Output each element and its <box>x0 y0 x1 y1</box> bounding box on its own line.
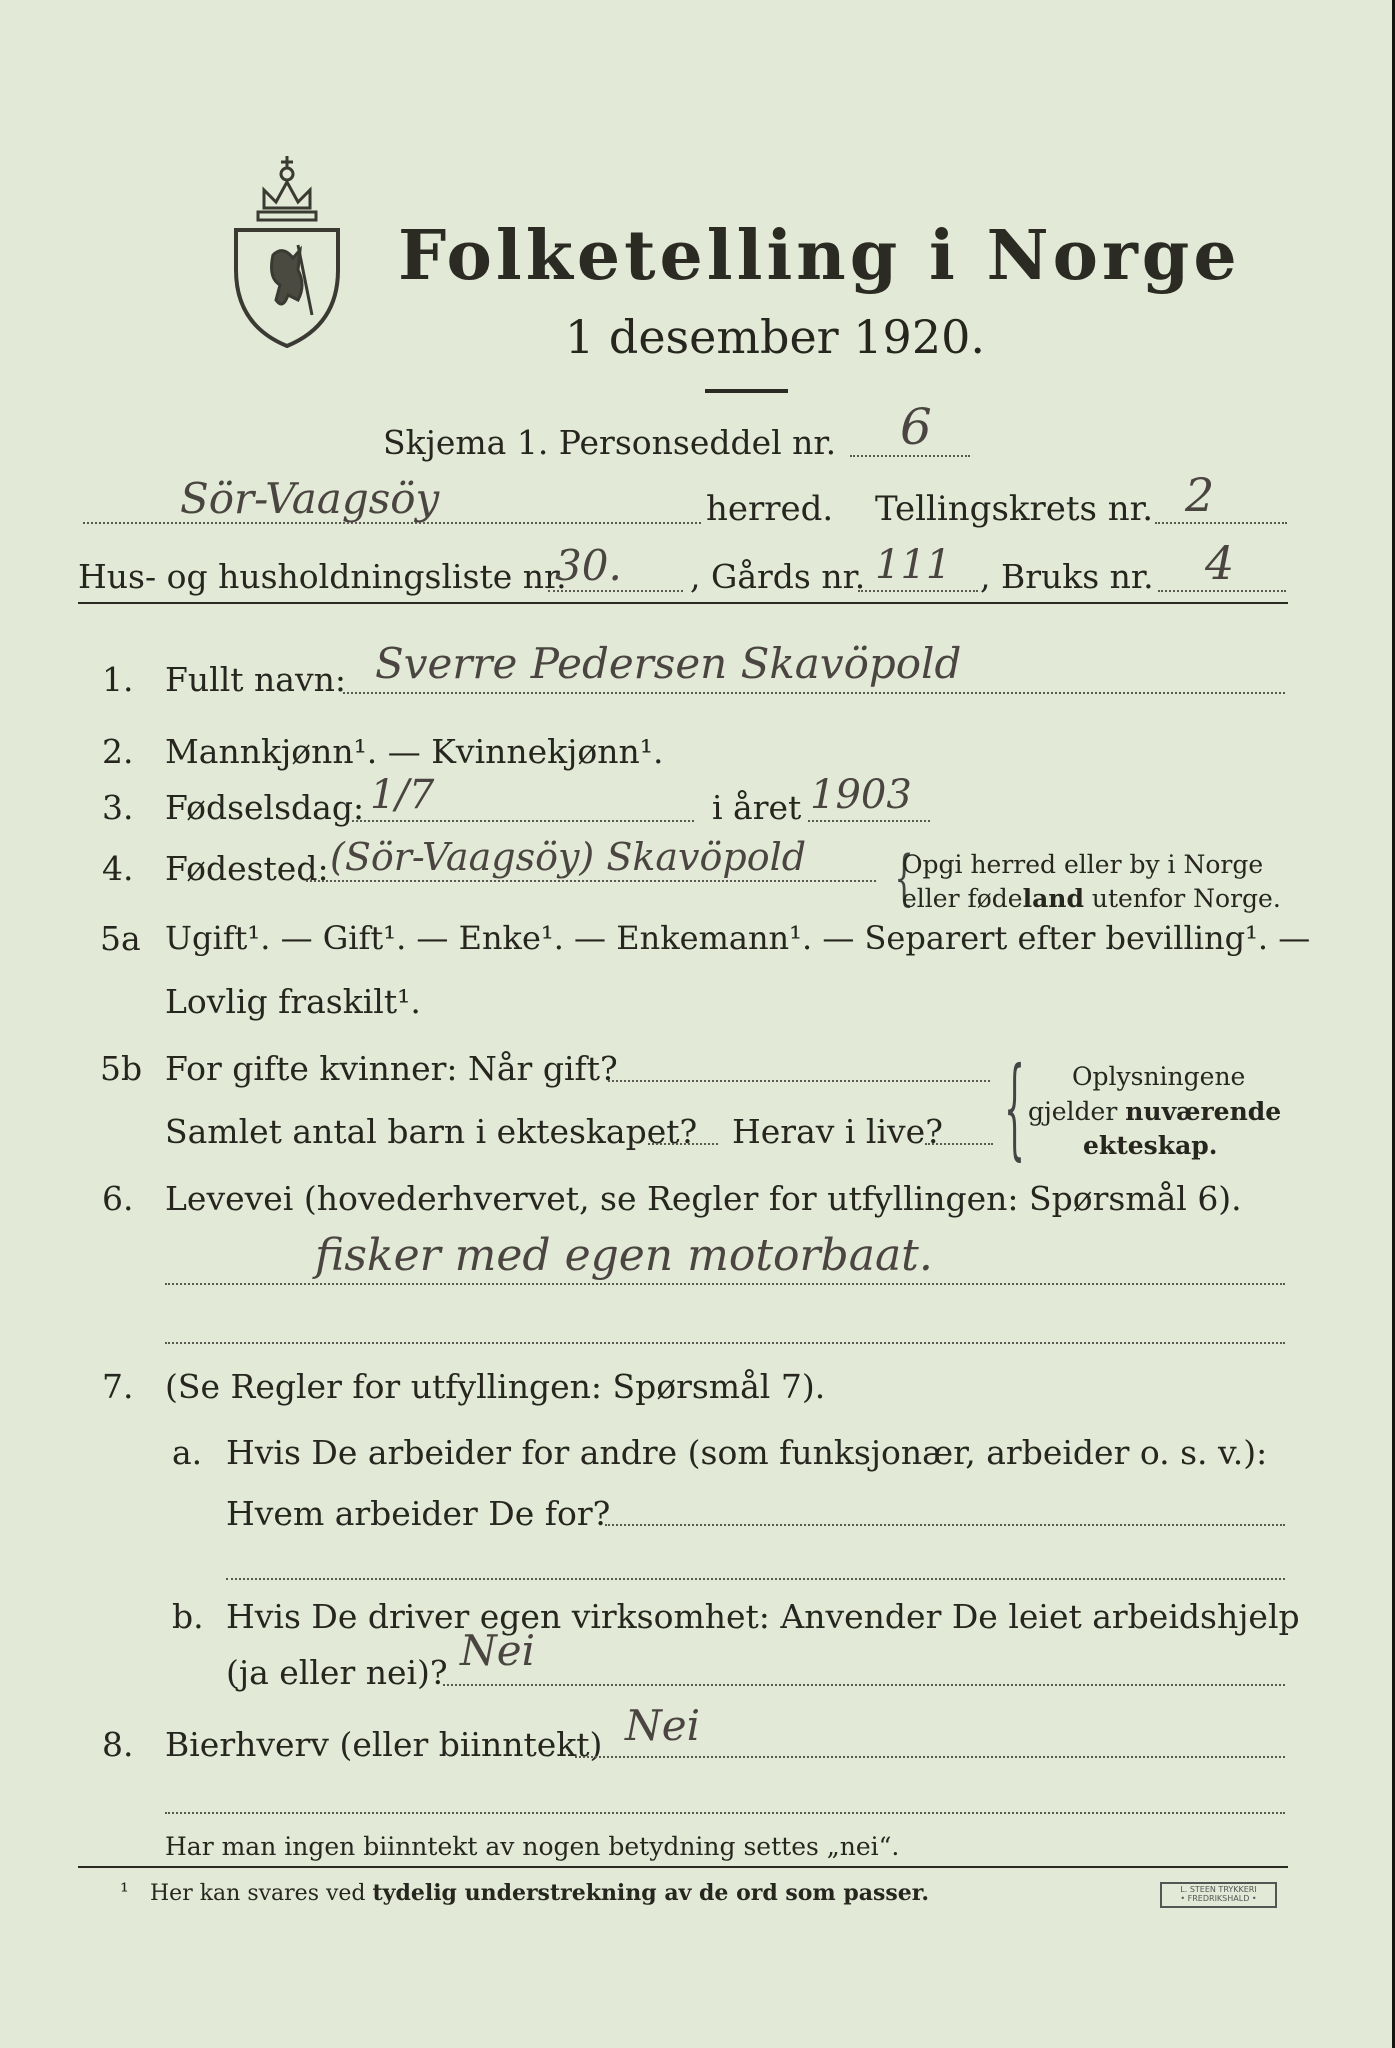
bruks-label: , Bruks nr. <box>980 557 1154 596</box>
q7a-line2 <box>226 1578 1285 1580</box>
q8-line2 <box>165 1812 1285 1814</box>
q4-note-line2 <box>902 886 1281 911</box>
tellingskrets-value: 2 <box>1185 468 1215 522</box>
printer-stamp <box>1160 1882 1277 1908</box>
gards-line <box>858 590 978 592</box>
q7b-letter: b. <box>172 1597 204 1636</box>
q1-line <box>343 692 1285 694</box>
q4-note-b: land <box>1022 884 1084 913</box>
q2-label: Mannkjønn¹. — Kvinnekjønn¹. <box>165 732 664 771</box>
q7b-line <box>443 1684 1285 1686</box>
q5b-line3 <box>925 1143 993 1145</box>
skjema-label: Skjema 1. Personseddel nr. <box>383 423 837 462</box>
q8-number: 8. <box>102 1725 134 1764</box>
q4-line <box>306 880 876 882</box>
q5a-label: Ugift¹. — Gift¹. — Enke¹. — Enkemann¹. — Separert efter bevilling¹. — <box>165 919 1311 957</box>
q3-year-value: 1903 <box>810 772 912 818</box>
q2-number: 2. <box>102 732 134 771</box>
q5b-line2 <box>648 1143 718 1145</box>
q5b-brace: { <box>1004 1043 1025 1171</box>
q4-note-c: utenfor Norge. <box>1083 884 1281 913</box>
personseddel-value: 6 <box>900 398 932 456</box>
q4-number: 4. <box>102 849 134 888</box>
footer-rule <box>78 1866 1288 1868</box>
q6-number: 6. <box>102 1179 134 1218</box>
q3-value: 1/7 <box>370 772 435 818</box>
q6-line2 <box>165 1342 1285 1344</box>
title-rule <box>705 389 788 393</box>
stamp-line1: L. STEEN TRYKKERI <box>1180 1885 1257 1894</box>
herred-label: herred. <box>706 489 834 529</box>
q7-number: 7. <box>102 1367 134 1406</box>
q4-label: Fødested: <box>165 849 329 888</box>
q3-year-line <box>808 820 930 822</box>
header-rule <box>78 602 1288 604</box>
bruks-value: 4 <box>1205 536 1235 590</box>
q5b-label2: Samlet antal barn i ekteskapet? <box>165 1112 698 1151</box>
tellingskrets-line <box>1155 522 1287 524</box>
q5b-note-line3: ekteskap. <box>1083 1131 1218 1160</box>
q6-value: fisker med egen motorbaat. <box>315 1230 933 1281</box>
footnote-text <box>150 1882 929 1905</box>
q6-line1 <box>165 1283 1285 1285</box>
q5b-label3: Herav i live? <box>732 1112 943 1151</box>
stamp-line2: • FREDRIKSHALD • <box>1180 1893 1257 1903</box>
q1-number: 1. <box>102 660 134 699</box>
q7a-text: Hvis De arbeider for andre (som funksjonær, arbeider o. s. v.): <box>226 1433 1268 1472</box>
q7-label: (Se Regler for utfyllingen: Spørsmål 7). <box>165 1367 826 1406</box>
q5b-note-a: gjelder <box>1028 1097 1126 1126</box>
q6-label: Levevei (hovederhvervet, se Regler for utfyllingen: Spørsmål 6). <box>165 1179 1242 1218</box>
q3-label: Fødselsdag: <box>165 788 365 827</box>
gards-value: 111 <box>875 542 952 588</box>
q7a-line1 <box>605 1524 1285 1526</box>
footnote-text-a: Her kan svares ved <box>150 1881 373 1906</box>
q5a-label2: Lovlig fraskilt¹. <box>165 982 421 1021</box>
footnote-marker: ¹ <box>120 1880 129 1905</box>
q5b-note-line1: Oplysningene <box>1072 1062 1246 1091</box>
herred-value: Sör-Vaagsöy <box>180 474 440 523</box>
q5a-number: 5a <box>100 919 141 958</box>
q7b-value: Nei <box>460 1626 536 1675</box>
form-title: Folketelling i Norge <box>398 216 1241 296</box>
q5b-note-line2 <box>1028 1099 1281 1124</box>
q4-brace: { <box>894 843 914 913</box>
gards-label: , Gårds nr. <box>690 557 866 596</box>
q5b-note-b: nuværende <box>1125 1097 1282 1126</box>
q5b-line1 <box>608 1080 990 1082</box>
bruks-line <box>1158 590 1286 592</box>
q4-note-a: eller føde <box>902 884 1023 913</box>
q7a-text2: Hvem arbeider De for? <box>226 1494 611 1533</box>
hus-label: Hus- og husholdningsliste nr. <box>78 557 567 596</box>
q5b-label: For gifte kvinner: Når gift? <box>165 1049 618 1088</box>
q8-label: Bierhverv (eller biinntekt) <box>165 1725 603 1764</box>
q4-note-line1: Opgi herred eller by i Norge <box>902 850 1264 879</box>
q3-number: 3. <box>102 788 134 827</box>
q8-value: Nei <box>625 1701 701 1750</box>
q7b-text2: (ja eller nei)? <box>226 1653 448 1692</box>
ingen-biinntekt-note: Har man ingen biinntekt av nogen betydning settes „nei“. <box>165 1832 900 1861</box>
q5b-number: 5b <box>100 1049 143 1088</box>
q7b-text: Hvis De driver egen virksomhet: Anvender De leiet arbeidshjelp <box>226 1597 1300 1636</box>
coat-of-arms-icon <box>228 150 346 350</box>
hus-line <box>548 590 683 592</box>
hus-value: 30. <box>555 541 622 590</box>
q8-line1 <box>575 1756 1285 1758</box>
q3-line <box>352 820 694 822</box>
tellingskrets-label: Tellingskrets nr. <box>875 489 1154 529</box>
q3-year-label: i året <box>712 788 802 827</box>
q1-value: Sverre Pedersen Skavöpold <box>375 639 962 688</box>
q7a-letter: a. <box>172 1433 203 1472</box>
census-date: 1 desember 1920. <box>565 310 985 364</box>
q4-value: (Sör-Vaagsöy) Skavöpold <box>330 835 807 879</box>
q1-label: Fullt navn: <box>165 660 346 699</box>
footnote-text-b: tydelig understrekning av de ord som passer. <box>372 1880 930 1906</box>
